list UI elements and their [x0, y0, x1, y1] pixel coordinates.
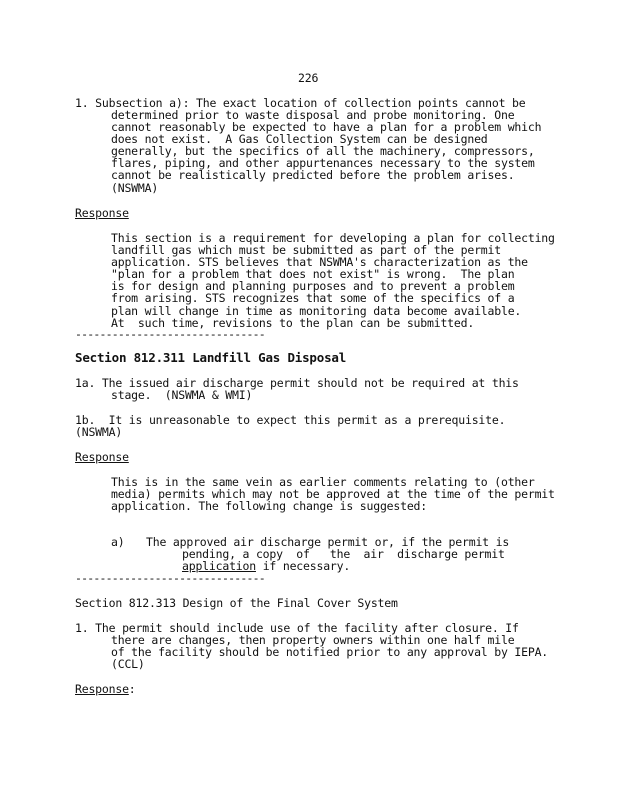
comment-line: (NSWMA)	[111, 181, 159, 195]
list-item-tail: if necessary.	[255, 559, 351, 573]
comment-line: (NSWMA)	[75, 425, 123, 439]
comment-line: does not exist. A Gas Collection System can be designed	[111, 132, 488, 146]
separator-rule: -------------------------------	[75, 571, 265, 585]
list-item-line: The approved air discharge permit or, if the permit is	[146, 535, 510, 549]
comment-line: stage. (NSWMA & WMI)	[111, 388, 253, 402]
comment-line: flares, piping, and other appurtenances necessary to the system	[111, 156, 535, 170]
section-title: Section 812.311 Landfill Gas Disposal	[75, 350, 347, 365]
response-line: This section is a requirement for developing a plan for collecting	[111, 231, 555, 245]
comment-line: generally, but the specifics of all the machinery, compressors,	[111, 144, 535, 158]
response-line: from arising. STS recognizes that some of the specifics of a	[111, 291, 515, 305]
comment-line: 1b. It is unreasonable to expect this permit as a prerequisite.	[75, 413, 506, 427]
underlined-word: application	[182, 559, 256, 573]
response-heading: Response	[75, 682, 129, 696]
response-heading: Response	[75, 206, 129, 220]
response-line: is for design and planning purposes and to prevent a problem	[111, 279, 515, 293]
comment-line: 1. Subsection a): The exact location of collection points cannot be	[75, 96, 526, 110]
comment-line: determined prior to waste disposal and probe monitoring. One	[111, 108, 515, 122]
page-number: 226	[298, 71, 319, 85]
separator-rule: -------------------------------	[75, 327, 265, 341]
list-item-label: a)	[111, 535, 125, 549]
comment-line: 1. The permit should include use of the facility after closure. If	[75, 621, 519, 635]
response-line: application. STS believes that NSWMA's characterization as the	[111, 255, 528, 269]
response-heading: Response	[75, 450, 129, 464]
response-line: landfill gas which must be submitted as part of the permit	[111, 243, 501, 257]
response-line: plan will change in time as monitoring data become available.	[111, 304, 522, 318]
comment-line: 1a. The issued air discharge permit should not be required at this	[75, 376, 519, 390]
list-item-line: pending, a copy of the air discharge permit	[182, 547, 505, 561]
response-line: application. The following change is suggested:	[111, 499, 428, 513]
response-heading-colon: :	[128, 682, 136, 696]
response-line: "plan for a problem that does not exist" is wrong. The plan	[111, 267, 515, 281]
response-heading-row	[75, 683, 136, 695]
comment-line: there are changes, then property owners within one half mile	[111, 633, 515, 647]
response-line: media) permits which may not be approved at the time of the permit	[111, 487, 555, 501]
comment-line: cannot reasonably be expected to have a plan for a problem which	[111, 120, 542, 134]
section-title: Section 812.313 Design of the Final Cover System	[75, 596, 398, 610]
response-line: This is in the same vein as earlier comments relating to (other	[111, 475, 535, 489]
response-line: At such time, revisions to the plan can be submitted.	[111, 316, 475, 330]
comment-line: of the facility should be notified prior to any approval by IEPA.	[111, 645, 549, 659]
comment-line: (CCL)	[111, 657, 145, 671]
comment-line: cannot be realistically predicted before the problem arises.	[111, 168, 515, 182]
